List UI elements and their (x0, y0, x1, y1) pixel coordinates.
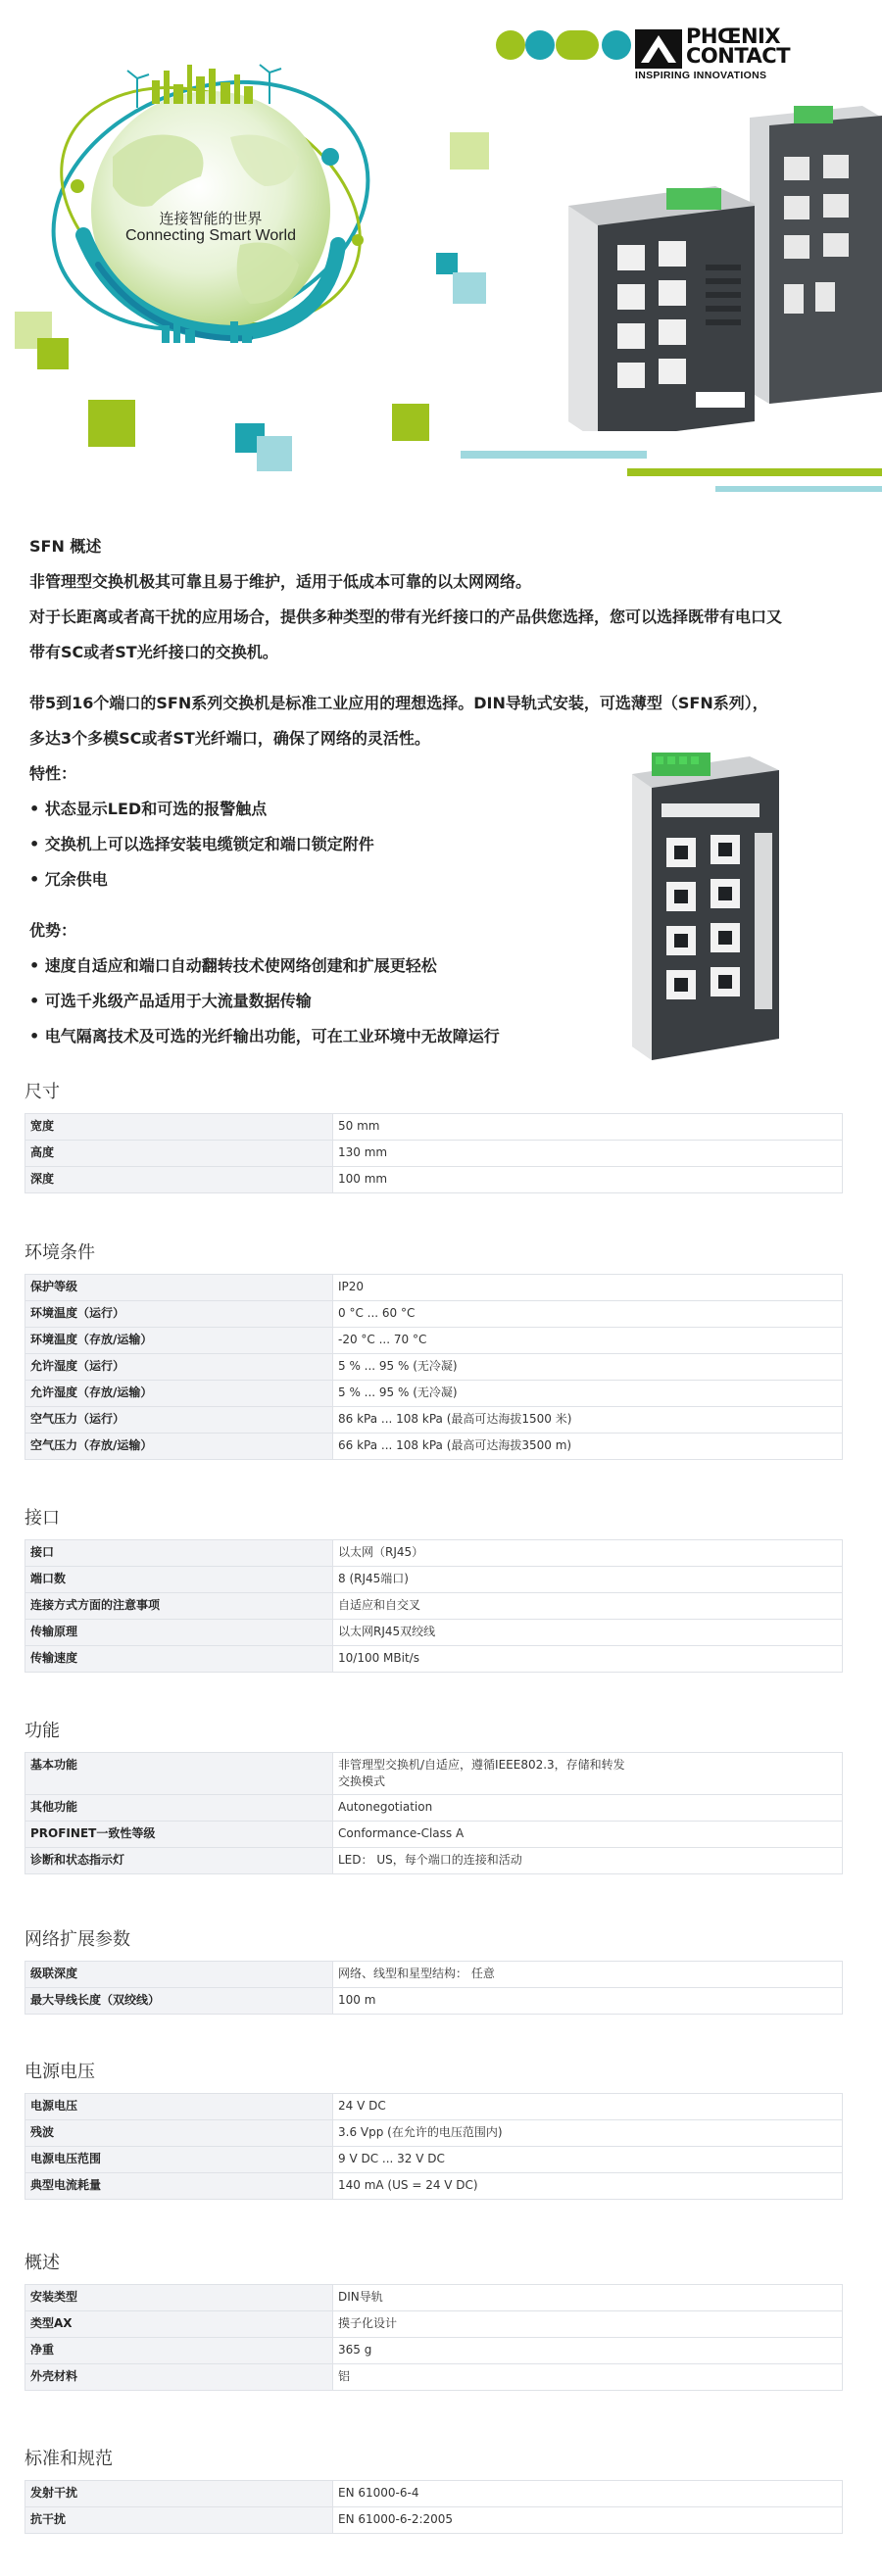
spec-value: Autonegotiation (333, 1795, 843, 1822)
spec-key: 抗干扰 (25, 2507, 333, 2534)
spec-table (24, 2480, 843, 2534)
section-title: 功能 (24, 1721, 60, 1741)
spec-section-general (24, 2249, 843, 2391)
spec-value: 9 V DC ... 32 V DC (333, 2147, 843, 2173)
spec-key: 空气压力（运行） (25, 1407, 333, 1434)
spec-key: 基本功能 (25, 1753, 333, 1795)
spec-key: 安装类型 (25, 2285, 333, 2311)
section-title: 尺寸 (24, 1082, 60, 1102)
feature-item: • 冗余供电 (29, 870, 108, 889)
hero-banner (0, 0, 882, 500)
spec-key: 保护等级 (25, 1275, 333, 1301)
phoenix-contact-logo (635, 24, 870, 81)
spec-value: 8 (RJ45端口) (333, 1567, 843, 1593)
spec-key: 发射干扰 (25, 2481, 333, 2507)
deco-square (257, 436, 292, 471)
table-row (25, 1407, 843, 1434)
switch-product-photo (612, 745, 784, 1078)
spec-key: 诊断和状态指示灯 (25, 1848, 333, 1874)
spec-key: PROFINET一致性等级 (25, 1822, 333, 1848)
spec-value: 以太网RJ45双绞线 (333, 1620, 843, 1646)
table-row (25, 2120, 843, 2147)
deco-square (392, 404, 429, 441)
description-line: 带有SC或者ST光纤接口的交换机。 (29, 643, 278, 661)
spec-key: 传输速度 (25, 1646, 333, 1673)
table-row (25, 1646, 843, 1673)
spec-value: 非管理型交换机/自适应，遵循IEEE802.3，存储和转发 交换模式 (333, 1753, 843, 1795)
deco-square (436, 253, 458, 274)
spec-key: 其他功能 (25, 1795, 333, 1822)
section-title: 环境条件 (24, 1242, 95, 1263)
spec-key: 允许湿度（存放/运输） (25, 1381, 333, 1407)
table-row (25, 1620, 843, 1646)
globe-graphic (44, 39, 377, 372)
table-row (25, 2364, 843, 2391)
advantage-item: • 可选千兆级产品适用于大流量数据传输 (29, 992, 312, 1010)
description-line: 对于长距离或者高干扰的应用场合，提供多种类型的带有光纤接口的产品供您选择，您可以选择既带有电口又 (29, 608, 783, 626)
spec-key: 环境温度（存放/运输） (25, 1328, 333, 1354)
table-row (25, 1301, 843, 1328)
spec-value: 130 mm (333, 1141, 843, 1167)
table-row (25, 1328, 843, 1354)
spec-table (24, 2284, 843, 2391)
spec-value: 66 kPa ... 108 kPa (最高可达海拔3500 m) (333, 1434, 843, 1460)
spec-table (24, 1539, 843, 1673)
table-row (25, 1381, 843, 1407)
spec-value: IP20 (333, 1275, 843, 1301)
advantages-heading: 优势： (29, 921, 77, 940)
spec-value: 365 g (333, 2338, 843, 2364)
spec-key: 外壳材料 (25, 2364, 333, 2391)
table-row (25, 1540, 843, 1567)
spec-section-power (24, 2058, 843, 2200)
spec-value: 网络、线型和星型结构： 任意 (333, 1962, 843, 1988)
spec-value: LED： US，每个端口的连接和活动 (333, 1848, 843, 1874)
description-line: 带5到16个端口的SFN系列交换机是标准工业应用的理想选择。DIN导轨式安装，可选薄型（SFN系列）， (29, 694, 768, 712)
spec-key: 类型AX (25, 2311, 333, 2338)
table-row (25, 2338, 843, 2364)
switch-products-graphic (559, 98, 882, 431)
spec-key: 传输原理 (25, 1620, 333, 1646)
spec-key: 级联深度 (25, 1962, 333, 1988)
spec-value: 0 °C ... 60 °C (333, 1301, 843, 1328)
table-row (25, 1567, 843, 1593)
spec-table (24, 1274, 843, 1460)
table-row (25, 1141, 843, 1167)
features-heading: 特性： (29, 764, 77, 783)
table-row (25, 2094, 843, 2120)
overview-heading: SFN 概述 (29, 537, 102, 556)
deco-square (450, 132, 489, 170)
table-row (25, 2311, 843, 2338)
spec-value: 摸子化设计 (333, 2311, 843, 2338)
description-line: 非管理型交换机极其可靠且易于维护，适用于低成本可靠的以太网网络。 (29, 572, 532, 591)
spec-key: 允许湿度（运行） (25, 1354, 333, 1381)
spec-table (24, 2093, 843, 2200)
table-row (25, 1593, 843, 1620)
spec-value: 5 % ... 95 % (无冷凝) (333, 1354, 843, 1381)
table-row (25, 1795, 843, 1822)
table-row (25, 1434, 843, 1460)
spec-key: 深度 (25, 1167, 333, 1193)
brand-dots (495, 29, 632, 61)
deco-square (453, 272, 486, 304)
table-row (25, 2147, 843, 2173)
deco-bar (627, 468, 882, 476)
spec-section-function (24, 1717, 843, 1874)
spec-value: EN 61000-6-2:2005 (333, 2507, 843, 2534)
spec-section-dimensions (24, 1078, 843, 1193)
logo-word-contact: CONTACT (686, 44, 791, 68)
switch-photo-graphic (612, 745, 784, 1078)
deco-bar (461, 451, 647, 459)
spec-section-environment (24, 1239, 843, 1460)
spec-key: 宽度 (25, 1114, 333, 1141)
globe-caption-en: Connecting Smart World (125, 227, 296, 244)
spec-value: 3.6 Vpp (在允许的电压范围内) (333, 2120, 843, 2147)
table-row (25, 2507, 843, 2534)
section-title: 电源电压 (24, 2062, 95, 2082)
spec-key: 接口 (25, 1540, 333, 1567)
spec-key: 端口数 (25, 1567, 333, 1593)
spec-table (24, 1961, 843, 2015)
spec-value: 100 mm (333, 1167, 843, 1193)
table-row (25, 1753, 843, 1795)
table-row (25, 2285, 843, 2311)
spec-key: 连接方式方面的注意事项 (25, 1593, 333, 1620)
spec-value: 以太网（RJ45） (333, 1540, 843, 1567)
spec-value: 100 m (333, 1988, 843, 2015)
spec-key: 空气压力（存放/运输） (25, 1434, 333, 1460)
spec-key: 环境温度（运行） (25, 1301, 333, 1328)
spec-value: 自适应和自交叉 (333, 1593, 843, 1620)
spec-value: -20 °C ... 70 °C (333, 1328, 843, 1354)
table-row (25, 1114, 843, 1141)
table-row (25, 1988, 843, 2015)
table-row (25, 1962, 843, 1988)
spec-value: DIN导轨 (333, 2285, 843, 2311)
spec-value: Conformance-Class A (333, 1822, 843, 1848)
table-row (25, 1822, 843, 1848)
spec-value: 50 mm (333, 1114, 843, 1141)
advantage-item: • 速度自适应和端口自动翻转技术使网络创建和扩展更轻松 (29, 956, 437, 975)
section-title: 接口 (24, 1508, 60, 1529)
deco-bar (715, 486, 882, 492)
spec-key: 典型电流耗量 (25, 2173, 333, 2200)
spec-key: 高度 (25, 1141, 333, 1167)
spec-value: 10/100 MBit/s (333, 1646, 843, 1673)
logo-tagline: INSPIRING INNOVATIONS (635, 70, 767, 81)
section-title: 网络扩展参数 (24, 1929, 130, 1950)
spec-key: 电源电压 (25, 2094, 333, 2120)
logo-word-phoenix: PHŒNIX (686, 24, 781, 48)
spec-value: 铝 (333, 2364, 843, 2391)
spec-value: 5 % ... 95 % (无冷凝) (333, 1381, 843, 1407)
spec-section-network (24, 1925, 843, 2015)
spec-value: 140 mA (US = 24 V DC) (333, 2173, 843, 2200)
table-row (25, 1354, 843, 1381)
spec-value: 86 kPa ... 108 kPa (最高可达海拔1500 米) (333, 1407, 843, 1434)
spec-key: 最大导线长度（双绞线） (25, 1988, 333, 2015)
feature-item: • 交换机上可以选择安装电缆锁定和端口锁定附件 (29, 835, 374, 853)
description-line: 多达3个多模SC或者ST光纤端口，确保了网络的灵活性。 (29, 729, 430, 748)
spec-value: EN 61000-6-4 (333, 2481, 843, 2507)
switch-products-image (559, 98, 882, 431)
spec-key: 电源电压范围 (25, 2147, 333, 2173)
spec-table (24, 1113, 843, 1193)
spec-value: 24 V DC (333, 2094, 843, 2120)
table-row (25, 1167, 843, 1193)
table-row (25, 2173, 843, 2200)
spec-section-standards (24, 2445, 843, 2534)
deco-square (88, 400, 135, 447)
brand-dots-graphic (495, 29, 632, 61)
section-title: 概述 (24, 2253, 60, 2273)
spec-section-interface (24, 1504, 843, 1673)
spec-key: 净重 (25, 2338, 333, 2364)
feature-item: • 状态显示LED和可选的报警触点 (29, 800, 268, 818)
table-row (25, 1275, 843, 1301)
advantage-item: • 电气隔离技术及可选的光纤输出功能，可在工业环境中无故障运行 (29, 1027, 500, 1045)
spec-key: 残波 (25, 2120, 333, 2147)
spec-table (24, 1752, 843, 1874)
table-row (25, 1848, 843, 1874)
table-row (25, 2481, 843, 2507)
phoenix-logo-icon (635, 29, 682, 69)
section-title: 标准和规范 (24, 2449, 113, 2469)
globe-illustration (44, 39, 377, 372)
globe-caption-cn: 连接智能的世界 (159, 210, 263, 227)
